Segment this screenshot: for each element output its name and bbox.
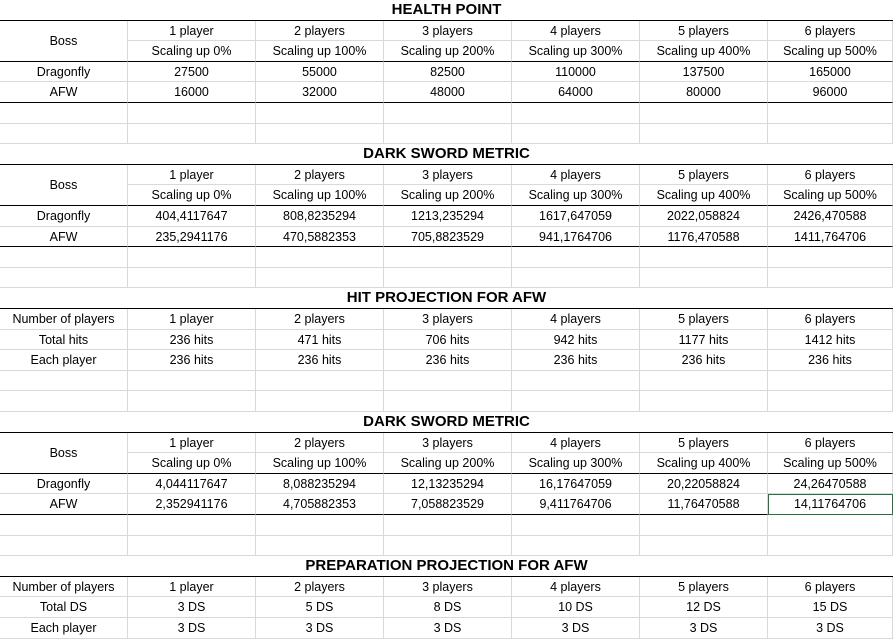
- players-header[interactable]: 6 players: [768, 577, 893, 598]
- data-cell[interactable]: 82500: [384, 62, 512, 83]
- scaling-header[interactable]: Scaling up 300%: [512, 453, 640, 474]
- data-cell[interactable]: 236 hits: [768, 350, 893, 371]
- empty-cell[interactable]: [640, 371, 768, 392]
- data-cell[interactable]: 8 DS: [384, 597, 512, 618]
- empty-cell[interactable]: [512, 371, 640, 392]
- section-title-row: [0, 412, 893, 433]
- players-header[interactable]: 6 players: [768, 309, 893, 330]
- data-cell[interactable]: 1177 hits: [640, 330, 768, 351]
- players-header[interactable]: 6 players: [768, 165, 893, 186]
- players-header[interactable]: 1 player: [128, 433, 256, 454]
- row-label[interactable]: AFW: [0, 227, 128, 248]
- data-cell[interactable]: 8,088235294: [256, 474, 384, 495]
- row-label[interactable]: Dragonfly: [0, 62, 128, 83]
- data-row: [0, 330, 893, 351]
- empty-cell[interactable]: [768, 515, 893, 536]
- row-label[interactable]: Dragonfly: [0, 474, 128, 495]
- header-players-row: [0, 433, 893, 460]
- empty-cell[interactable]: [128, 103, 256, 124]
- empty-cell[interactable]: [512, 103, 640, 124]
- players-header[interactable]: 3 players: [384, 577, 512, 598]
- empty-cell[interactable]: [0, 536, 128, 557]
- players-header[interactable]: 2 players: [256, 21, 384, 42]
- scaling-header[interactable]: Scaling up 100%: [256, 453, 384, 474]
- data-cell[interactable]: 236 hits: [512, 350, 640, 371]
- players-header[interactable]: 6 players: [768, 21, 893, 42]
- empty-cell[interactable]: [128, 247, 256, 268]
- empty-cell[interactable]: [640, 103, 768, 124]
- section-title: PREPARATION PROJECTION FOR AFW: [305, 557, 588, 575]
- empty-cell[interactable]: [768, 371, 893, 392]
- empty-cell[interactable]: [768, 247, 893, 268]
- data-cell[interactable]: 942 hits: [512, 330, 640, 351]
- data-cell[interactable]: 3 DS: [128, 618, 256, 639]
- data-row: [0, 227, 893, 248]
- data-cell[interactable]: 236 hits: [256, 350, 384, 371]
- scaling-header[interactable]: Scaling up 400%: [640, 41, 768, 62]
- empty-cell[interactable]: [256, 124, 384, 145]
- row-label[interactable]: Each player: [0, 350, 128, 371]
- players-header[interactable]: 3 players: [384, 165, 512, 186]
- data-row: [0, 350, 893, 371]
- data-cell[interactable]: 110000: [512, 62, 640, 83]
- data-cell[interactable]: 24,26470588: [768, 474, 893, 495]
- empty-row: [0, 103, 893, 124]
- row-label[interactable]: Total hits: [0, 330, 128, 351]
- data-cell[interactable]: 27500: [128, 62, 256, 83]
- row-label[interactable]: AFW: [0, 494, 128, 515]
- players-header[interactable]: 3 players: [384, 21, 512, 42]
- players-header[interactable]: 3 players: [384, 433, 512, 454]
- empty-cell[interactable]: [384, 247, 512, 268]
- empty-cell[interactable]: [256, 103, 384, 124]
- data-cell[interactable]: 236 hits: [640, 350, 768, 371]
- data-cell[interactable]: 3 DS: [384, 618, 512, 639]
- empty-cell[interactable]: [640, 391, 768, 412]
- empty-cell[interactable]: [640, 124, 768, 145]
- empty-cell[interactable]: [0, 103, 128, 124]
- data-cell[interactable]: 1411,764706: [768, 227, 893, 248]
- boss-header[interactable]: Boss: [0, 165, 128, 206]
- data-cell[interactable]: 12,13235294: [384, 474, 512, 495]
- data-cell[interactable]: 16,17647059: [512, 474, 640, 495]
- players-header[interactable]: 1 player: [128, 165, 256, 186]
- data-cell[interactable]: 236 hits: [384, 350, 512, 371]
- selected-cell[interactable]: 14,11764706: [768, 494, 893, 515]
- players-header[interactable]: 2 players: [256, 577, 384, 598]
- data-row: [0, 597, 893, 618]
- players-header[interactable]: 3 players: [384, 309, 512, 330]
- empty-cell[interactable]: [384, 391, 512, 412]
- scaling-header[interactable]: Scaling up 200%: [384, 453, 512, 474]
- data-cell[interactable]: 48000: [384, 82, 512, 103]
- empty-cell[interactable]: [256, 371, 384, 392]
- empty-cell[interactable]: [384, 515, 512, 536]
- data-row: [0, 206, 893, 227]
- section-title-row: [0, 144, 893, 165]
- scaling-header[interactable]: Scaling up 0%: [128, 185, 256, 206]
- empty-cell[interactable]: [384, 536, 512, 557]
- empty-cell[interactable]: [128, 391, 256, 412]
- data-row: [0, 618, 893, 639]
- scaling-header[interactable]: Scaling up 300%: [512, 185, 640, 206]
- data-cell[interactable]: 32000: [256, 82, 384, 103]
- empty-cell[interactable]: [768, 103, 893, 124]
- scaling-header[interactable]: Scaling up 300%: [512, 41, 640, 62]
- row-label[interactable]: Total DS: [0, 597, 128, 618]
- empty-cell[interactable]: [384, 268, 512, 289]
- data-cell[interactable]: 3 DS: [512, 618, 640, 639]
- empty-cell[interactable]: [512, 536, 640, 557]
- header-scaling-row: [0, 453, 893, 474]
- row-label[interactable]: AFW: [0, 82, 128, 103]
- players-header[interactable]: 1 player: [128, 577, 256, 598]
- players-header[interactable]: 2 players: [256, 433, 384, 454]
- empty-cell[interactable]: [0, 391, 128, 412]
- players-count-header[interactable]: Number of players: [0, 309, 128, 330]
- empty-row: [0, 268, 893, 289]
- empty-cell[interactable]: [640, 515, 768, 536]
- empty-cell[interactable]: [0, 247, 128, 268]
- data-cell[interactable]: 1617,647059: [512, 206, 640, 227]
- empty-cell[interactable]: [512, 515, 640, 536]
- data-cell[interactable]: 3 DS: [256, 618, 384, 639]
- empty-cell[interactable]: [256, 515, 384, 536]
- data-cell[interactable]: 808,8235294: [256, 206, 384, 227]
- players-header[interactable]: 4 players: [512, 165, 640, 186]
- empty-cell[interactable]: [768, 536, 893, 557]
- data-cell[interactable]: 3 DS: [768, 618, 893, 639]
- players-header[interactable]: 4 players: [512, 21, 640, 42]
- empty-cell[interactable]: [768, 268, 893, 289]
- empty-cell[interactable]: [384, 103, 512, 124]
- players-header[interactable]: 2 players: [256, 165, 384, 186]
- data-row: [0, 494, 893, 515]
- players-header[interactable]: 5 players: [640, 165, 768, 186]
- data-cell[interactable]: 236 hits: [128, 350, 256, 371]
- data-cell[interactable]: 7,058823529: [384, 494, 512, 515]
- data-cell[interactable]: 3 DS: [640, 618, 768, 639]
- data-cell[interactable]: 16000: [128, 82, 256, 103]
- empty-cell[interactable]: [128, 515, 256, 536]
- players-header[interactable]: 4 players: [512, 309, 640, 330]
- section-title: DARK SWORD METRIC: [363, 413, 530, 430]
- section-title: HEALTH POINT: [391, 1, 502, 18]
- empty-row: [0, 371, 893, 392]
- section-title: DARK SWORD METRIC: [363, 145, 530, 163]
- empty-row: [0, 515, 893, 536]
- data-cell[interactable]: 10 DS: [512, 597, 640, 618]
- players-header[interactable]: 5 players: [640, 309, 768, 330]
- empty-cell[interactable]: [512, 268, 640, 289]
- scaling-header[interactable]: Scaling up 100%: [256, 185, 384, 206]
- header-scaling-row: [0, 185, 893, 206]
- empty-cell[interactable]: [128, 268, 256, 289]
- empty-cell[interactable]: [768, 391, 893, 412]
- scaling-header[interactable]: Scaling up 100%: [256, 41, 384, 62]
- empty-row: [0, 124, 893, 145]
- data-cell[interactable]: 4,705882353: [256, 494, 384, 515]
- data-cell[interactable]: 1412 hits: [768, 330, 893, 351]
- empty-cell[interactable]: [640, 268, 768, 289]
- scaling-header[interactable]: Scaling up 400%: [640, 185, 768, 206]
- players-header[interactable]: 4 players: [512, 577, 640, 598]
- header-players-row: [0, 309, 893, 330]
- scaling-header[interactable]: Scaling up 200%: [384, 185, 512, 206]
- data-cell[interactable]: 2022,058824: [640, 206, 768, 227]
- section-title: HIT PROJECTION FOR AFW: [346, 289, 547, 307]
- data-cell[interactable]: 55000: [256, 62, 384, 83]
- header-players-row: [0, 577, 893, 598]
- data-cell[interactable]: 235,2941176: [128, 227, 256, 248]
- section-title-row: [0, 556, 893, 577]
- data-row: [0, 82, 893, 103]
- section-title-row: [0, 0, 893, 21]
- scaling-header[interactable]: Scaling up 500%: [768, 41, 893, 62]
- empty-cell[interactable]: [0, 124, 128, 145]
- scaling-header[interactable]: Scaling up 400%: [640, 453, 768, 474]
- players-header[interactable]: 2 players: [256, 309, 384, 330]
- empty-cell[interactable]: [640, 536, 768, 557]
- data-row: [0, 474, 893, 495]
- players-header[interactable]: 4 players: [512, 433, 640, 454]
- scaling-header[interactable]: Scaling up 0%: [128, 41, 256, 62]
- data-cell[interactable]: 80000: [640, 82, 768, 103]
- data-cell[interactable]: 15 DS: [768, 597, 893, 618]
- data-cell[interactable]: 404,4117647: [128, 206, 256, 227]
- data-cell[interactable]: 11,76470588: [640, 494, 768, 515]
- empty-row: [0, 536, 893, 557]
- data-cell[interactable]: 470,5882353: [256, 227, 384, 248]
- section-title-row: [0, 288, 893, 309]
- data-cell[interactable]: 941,1764706: [512, 227, 640, 248]
- header-players-row: [0, 21, 893, 48]
- empty-cell[interactable]: [0, 268, 128, 289]
- empty-cell[interactable]: [384, 371, 512, 392]
- scaling-header[interactable]: Scaling up 500%: [768, 453, 893, 474]
- empty-cell[interactable]: [256, 247, 384, 268]
- empty-cell[interactable]: [128, 124, 256, 145]
- empty-row: [0, 247, 893, 268]
- header-players-row: [0, 165, 893, 192]
- boss-header[interactable]: Boss: [0, 21, 128, 62]
- data-cell[interactable]: 137500: [640, 62, 768, 83]
- data-cell[interactable]: 2426,470588: [768, 206, 893, 227]
- empty-cell[interactable]: [256, 268, 384, 289]
- players-header[interactable]: 5 players: [640, 21, 768, 42]
- empty-cell[interactable]: [768, 124, 893, 145]
- empty-cell[interactable]: [256, 536, 384, 557]
- players-header[interactable]: 5 players: [640, 577, 768, 598]
- empty-cell[interactable]: [128, 371, 256, 392]
- data-cell[interactable]: 12 DS: [640, 597, 768, 618]
- data-cell[interactable]: 1176,470588: [640, 227, 768, 248]
- data-cell[interactable]: 705,8823529: [384, 227, 512, 248]
- players-header[interactable]: 1 player: [128, 21, 256, 42]
- empty-cell[interactable]: [512, 124, 640, 145]
- empty-row: [0, 391, 893, 412]
- players-header[interactable]: 5 players: [640, 433, 768, 454]
- data-cell[interactable]: 5 DS: [256, 597, 384, 618]
- scaling-header[interactable]: Scaling up 0%: [128, 453, 256, 474]
- data-cell[interactable]: 706 hits: [384, 330, 512, 351]
- data-cell[interactable]: 96000: [768, 82, 893, 103]
- empty-cell[interactable]: [256, 391, 384, 412]
- data-cell[interactable]: 471 hits: [256, 330, 384, 351]
- row-label[interactable]: Each player: [0, 618, 128, 639]
- empty-cell[interactable]: [0, 371, 128, 392]
- data-cell[interactable]: 1213,235294: [384, 206, 512, 227]
- data-cell[interactable]: 9,411764706: [512, 494, 640, 515]
- data-row: [0, 62, 893, 83]
- scaling-header[interactable]: Scaling up 500%: [768, 185, 893, 206]
- empty-cell[interactable]: [640, 247, 768, 268]
- empty-cell[interactable]: [0, 515, 128, 536]
- players-header[interactable]: 1 player: [128, 309, 256, 330]
- data-cell[interactable]: 165000: [768, 62, 893, 83]
- empty-cell[interactable]: [384, 124, 512, 145]
- data-cell[interactable]: 4,044117647: [128, 474, 256, 495]
- scaling-header[interactable]: Scaling up 200%: [384, 41, 512, 62]
- data-cell[interactable]: 236 hits: [128, 330, 256, 351]
- data-cell[interactable]: 20,22058824: [640, 474, 768, 495]
- data-cell[interactable]: 3 DS: [128, 597, 256, 618]
- data-cell[interactable]: 64000: [512, 82, 640, 103]
- players-count-header[interactable]: Number of players: [0, 577, 128, 598]
- row-label[interactable]: Dragonfly: [0, 206, 128, 227]
- header-scaling-row: [0, 41, 893, 62]
- empty-cell[interactable]: [512, 391, 640, 412]
- boss-header[interactable]: Boss: [0, 433, 128, 474]
- empty-cell[interactable]: [512, 247, 640, 268]
- data-cell[interactable]: 2,352941176: [128, 494, 256, 515]
- players-header[interactable]: 6 players: [768, 433, 893, 454]
- empty-cell[interactable]: [128, 536, 256, 557]
